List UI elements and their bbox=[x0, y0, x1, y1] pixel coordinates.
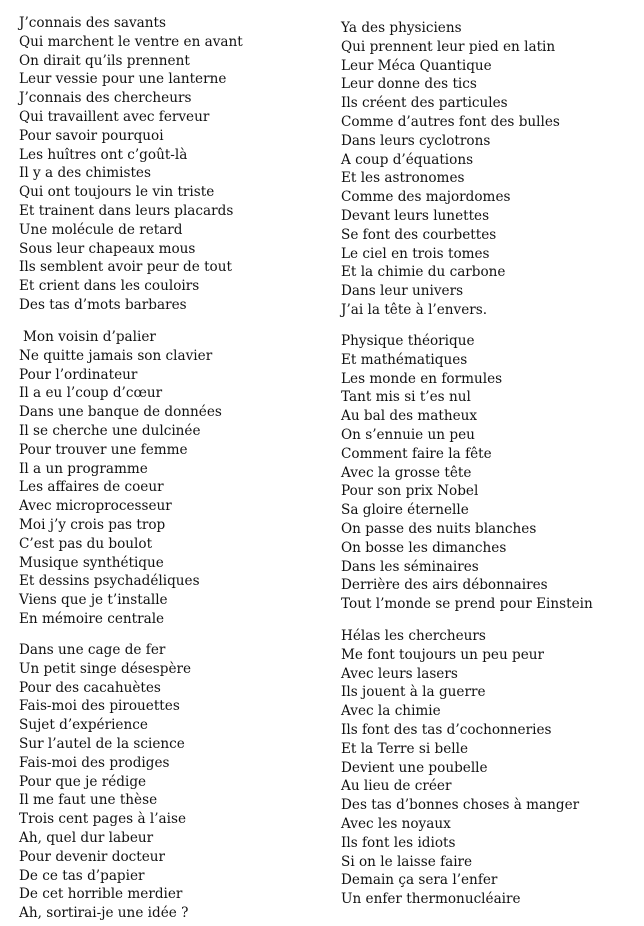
poem-line: Dans leur univers bbox=[341, 283, 464, 300]
poem-line: On bosse les dimanches bbox=[341, 539, 507, 556]
poem-line: Fais-moi des pirouettes bbox=[19, 698, 180, 715]
poem-line: Viens que je t’installe bbox=[19, 592, 168, 609]
poem-line: Il me faut une thèse bbox=[19, 792, 158, 809]
poem-line: Un enfer thermonucléaire bbox=[341, 891, 521, 908]
poem-line: Et les astronomes bbox=[341, 170, 465, 187]
poem-line: A coup d’équations bbox=[341, 151, 474, 168]
poem-line: De ce tas d’papier bbox=[19, 867, 145, 884]
poem-line: Il y a des chimistes bbox=[19, 165, 151, 182]
stanza-left-1 bbox=[19, 14, 243, 315]
poem-line: On dirait qu’ils prennent bbox=[19, 52, 190, 69]
poem-line: Leur vessie pour une lanterne bbox=[19, 71, 227, 88]
poem-line: Moi j’y crois pas trop bbox=[19, 516, 166, 533]
poem-line: Et trainent dans leurs placards bbox=[19, 202, 234, 219]
poem-line: Des tas d’mots barbares bbox=[19, 296, 187, 313]
poem-line: J’connais des chercheurs bbox=[19, 90, 192, 107]
poem-line: Ils créent des particules bbox=[341, 95, 508, 112]
poem-line: En mémoire centrale bbox=[19, 610, 165, 627]
poem-line: Et la Terre si belle bbox=[341, 740, 469, 757]
poem-line: Une molécule de retard bbox=[19, 221, 183, 238]
poem-line: Ne quitte jamais son clavier bbox=[19, 347, 213, 364]
poem-line: Avec la grosse tête bbox=[341, 464, 472, 481]
poem-line: Et mathématiques bbox=[341, 351, 468, 368]
poem-line: Mon voisin d’palier bbox=[23, 329, 156, 345]
poem-line: Dans une banque de données bbox=[19, 404, 222, 421]
poem-line: Sur l’autel de la science bbox=[19, 735, 185, 752]
poem-line: Ah, quel dur labeur bbox=[19, 829, 154, 846]
poem-line: Ils semblent avoir peur de tout bbox=[19, 259, 232, 276]
poem-line: Si on le laisse faire bbox=[341, 853, 473, 870]
poem-line: Comme d’autres font des bulles bbox=[341, 113, 560, 130]
poem-line: Sa gloire éternelle bbox=[341, 502, 469, 519]
poem-line: Pour l’ordinateur bbox=[19, 366, 138, 383]
poem-line: Il a un programme bbox=[19, 460, 148, 477]
poem-line: Comment faire la fête bbox=[341, 445, 492, 462]
poem-line: Comme des majordomes bbox=[341, 189, 511, 206]
stanza-left-3 bbox=[19, 641, 191, 923]
poem-line: Pour devenir docteur bbox=[19, 848, 166, 865]
poem-line: Dans leurs cyclotrons bbox=[341, 132, 491, 149]
poem-line: Au bal des matheux bbox=[341, 408, 478, 425]
poem-line: C’est pas du boulot bbox=[19, 535, 153, 552]
poem-line: Dans une cage de fer bbox=[19, 642, 166, 658]
poem-line: J’ai la tête à l’envers. bbox=[341, 301, 488, 318]
poem-line: Les monde en formules bbox=[341, 370, 503, 387]
poem-line: Avec les noyaux bbox=[341, 815, 451, 832]
poem-line: Derrière des airs débonnaires bbox=[341, 577, 548, 594]
poem-line: Leur donne des tics bbox=[341, 76, 477, 93]
poem-line: Qui marchent le ventre en avant bbox=[19, 33, 243, 50]
poem-line: Les affaires de coeur bbox=[19, 479, 164, 496]
poem-line: Pour savoir pourquoi bbox=[19, 127, 164, 144]
poem-line: On s’ennuie un peu bbox=[341, 426, 475, 443]
poem-line: Trois cent pages à l’aise bbox=[19, 811, 187, 828]
poem-line: Sous leur chapeaux mous bbox=[19, 240, 196, 257]
poem-line: Et la chimie du carbone bbox=[341, 264, 506, 281]
poem-line: Qui prennent leur pied en latin bbox=[341, 38, 556, 55]
poem-line: Dans les séminaires bbox=[341, 558, 479, 575]
poem-line: Les huîtres ont c’goût-là bbox=[19, 146, 188, 163]
poem-line: Ils font les idiots bbox=[341, 834, 456, 851]
poem-line: Avec leurs lasers bbox=[341, 665, 458, 682]
poem-line: Sujet d’expérience bbox=[19, 717, 148, 734]
poem-line: Pour son prix Nobel bbox=[341, 483, 479, 500]
poem-line: Avec la chimie bbox=[341, 703, 441, 720]
poem-line: Ya des physiciens bbox=[341, 20, 462, 36]
stanza-left-2 bbox=[19, 328, 222, 629]
poem-line: Et crient dans les couloirs bbox=[19, 278, 200, 295]
poem-line: Des tas d’bonnes choses à manger bbox=[341, 797, 580, 814]
poem-line: Au lieu de créer bbox=[341, 778, 452, 795]
poem-line: Hélas les chercheurs bbox=[341, 628, 486, 644]
poem-line: Pour trouver une femme bbox=[19, 441, 188, 458]
poem-line: Qui ont toujours le vin triste bbox=[19, 184, 215, 201]
poem-line: Le ciel en trois tomes bbox=[341, 245, 490, 262]
poem-line: Musique synthétique bbox=[19, 554, 164, 571]
poem-line: Il a eu l’coup d’cœur bbox=[19, 385, 163, 402]
poem-line: J’connais des savants bbox=[19, 15, 166, 31]
poem-line: Pour que je rédige bbox=[19, 773, 147, 790]
stanza-right-3 bbox=[341, 627, 579, 909]
poem-line: Leur Méca Quantique bbox=[341, 57, 492, 74]
poem-line: Me font toujours un peu peur bbox=[341, 646, 545, 663]
stanza-right-2 bbox=[341, 332, 593, 614]
poem-line: Tout l’monde se prend pour Einstein bbox=[341, 596, 593, 613]
poem-line: Qui travaillent avec ferveur bbox=[19, 108, 210, 125]
stanza-right-1 bbox=[341, 19, 560, 320]
poem-line: Fais-moi des prodiges bbox=[19, 754, 170, 771]
poem-line: De cet horrible merdier bbox=[19, 886, 183, 903]
poem-line: Avec microprocesseur bbox=[19, 498, 172, 515]
poem-line: Demain ça sera l’enfer bbox=[341, 872, 498, 889]
poem-line: Un petit singe désespère bbox=[19, 660, 192, 677]
poem-line: Ils jouent à la guerre bbox=[341, 684, 486, 701]
poem-line: Physique théorique bbox=[341, 333, 475, 349]
poem-line: On passe des nuits blanches bbox=[341, 520, 537, 537]
poem-line: Et dessins psychadéliques bbox=[19, 573, 200, 590]
poem-line: Se font des courbettes bbox=[341, 226, 497, 243]
poem-line: Ils font des tas d’cochonneries bbox=[341, 721, 552, 738]
poem-line: Pour des cacahuètes bbox=[19, 679, 161, 696]
poem-line: Devient une poubelle bbox=[341, 759, 488, 776]
poem-line: Devant leurs lunettes bbox=[341, 207, 490, 224]
poem-line: Ah, sortirai-je une idée ? bbox=[19, 905, 189, 922]
poem-line: Tant mis si t’es nul bbox=[341, 389, 471, 406]
poem-line: Il se cherche une dulcinée bbox=[19, 422, 201, 439]
